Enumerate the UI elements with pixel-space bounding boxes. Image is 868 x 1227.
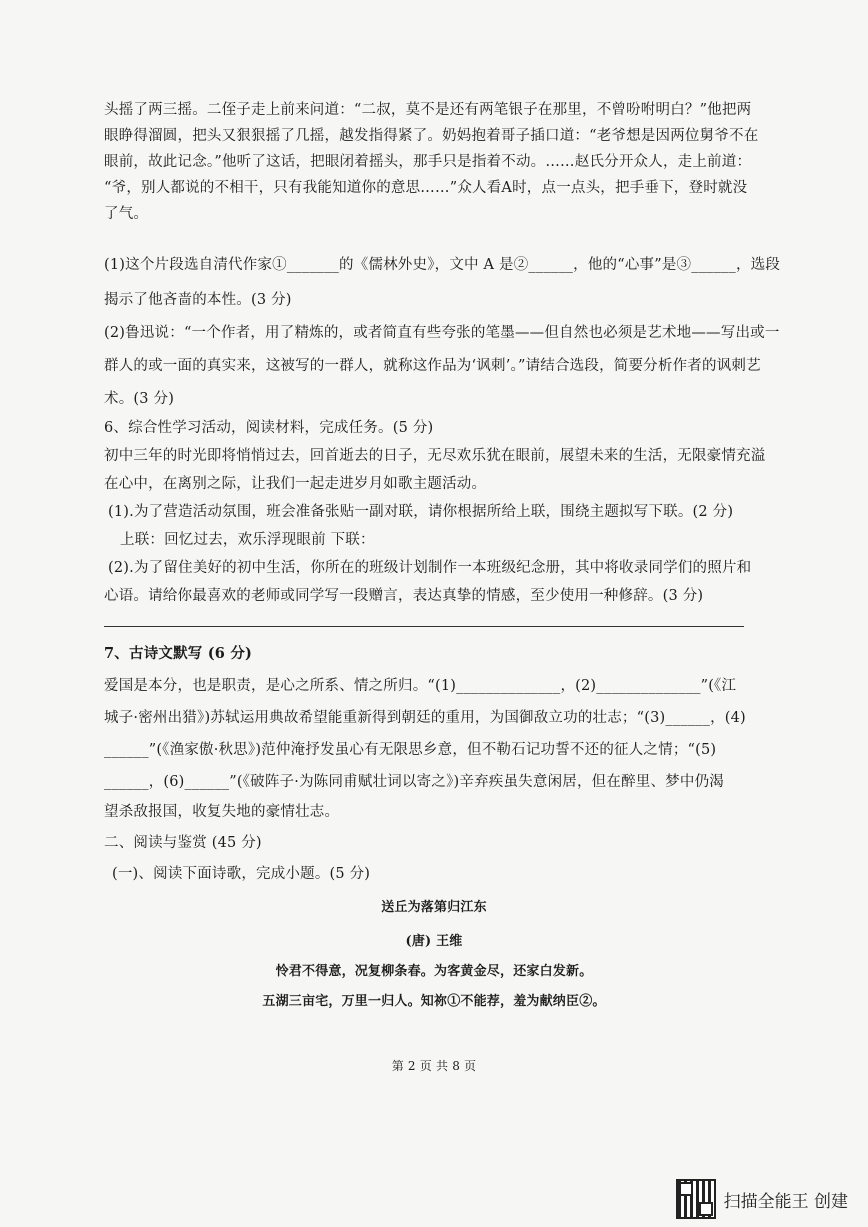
question-5-2-line-2: 群人的或一面的真实来，这被写的一群人，就称这作品为‘讽刺’。”请结合选段，简要分析作者的讽刺艺 <box>104 358 761 374</box>
question-5-2-line-1: (2)鲁迅说：“一个作者，用了精炼的，或者简直有些夸张的笔墨——但自然也必须是艺术地——写出或一 <box>104 325 780 341</box>
poem-author: (唐) 王维 <box>405 934 463 949</box>
passage-line-2: 眼睁得溜圆，把头又狠狠摇了几摇，越发指得紧了。奶妈抱着哥子插口道：“老爷想是因两位舅爷不在 <box>104 128 759 144</box>
watermark-text: 扫描全能王 创建 <box>723 1191 848 1212</box>
section-2-title: 二、阅读与鉴赏 (45 分) <box>104 835 262 851</box>
question-7-line-3: ______”(《渔家傲·秋思》)范仲淹抒发虽心有无限思乡意，但不勒石记功誓不还的征人之情；“(5) <box>104 742 717 758</box>
question-6-task-1: (1).为了营造活动氛围，班会准备张贴一副对联，请你根据所给上联，围绕主题拟写下联。(2 分) <box>108 504 734 520</box>
question-5-1-line-1: (1)这个片段选自清代作家①_______的《儒林外史》，文中 A 是②______，他的“心事”是③______，选段 <box>104 257 781 273</box>
couplet-line: 上联：回忆过去，欢乐浮现眼前 下联： <box>120 532 375 548</box>
section-2-subtitle: (一)、阅读下面诗歌，完成小题。(5 分) <box>112 866 371 882</box>
question-5-1-line-2: 揭示了他吝啬的本性。(3 分) <box>104 292 292 308</box>
question-6-task-2-line-2: 心语。请给你最喜欢的老师或同学写一段赠言，表达真挚的情感，至少使用一种修辞。(3 分) <box>104 588 704 604</box>
passage-line-3: 眼前，故此记念。”他听了这话，把眼闭着摇头，那手只是指着不动。……赵氏分开众人，走上前道： <box>104 154 752 170</box>
question-6-intro-1: 初中三年的时光即将悄悄过去，回首逝去的日子，无尽欢乐犹在眼前，展望未来的生活，无限豪情充溢 <box>104 448 766 464</box>
question-7-title: 7、古诗文默写 (6 分) <box>104 645 253 662</box>
question-6-title: 6、综合性学习活动，阅读材料，完成任务。(5 分) <box>104 420 434 436</box>
question-7-line-4: ______，(6)______”(《破阵子·为陈同甫赋壮词以寄之》)辛弃疾虽失意闲居，但在醉里、梦中仍渴 <box>104 774 724 790</box>
passage-line-5: 了气。 <box>104 206 149 222</box>
qr-code-icon <box>676 1179 716 1219</box>
question-7-line-2: 城子·密州出猎》)苏轼运用典故希望能重新得到朝廷的重用，为国御敌立功的壮志；“(3)______，(4) <box>104 710 746 726</box>
question-7-line-5: 望杀敌报国，收复失地的豪情壮志。 <box>104 804 340 820</box>
poem-line-1: 怜君不得意，况复柳条春。为客黄金尽，还家白发新。 <box>275 964 593 979</box>
answer-line[interactable] <box>104 626 744 627</box>
poem-title: 送丘为落第归江东 <box>381 900 487 915</box>
poem-line-2: 五湖三亩宅，万里一归人。知祢①不能荐，羞为献纳臣②。 <box>262 994 606 1009</box>
passage-line-1: 头摇了两三摇。二侄子走上前来问道：“二叔，莫不是还有两笔银子在那里，不曾吩咐明白？”他把两 <box>104 102 752 118</box>
question-6-task-2-line-1: (2).为了留住美好的初中生活，你所在的班级计划制作一本班级纪念册，其中将收录同学们的照片和 <box>108 560 752 576</box>
question-6-intro-2: 在心中，在离别之际，让我们一起走进岁月如歌主题活动。 <box>104 476 487 492</box>
scanner-watermark <box>676 1179 848 1219</box>
page-number: 第 2 页 共 8 页 <box>391 1059 477 1073</box>
question-5-2-line-3: 术。(3 分) <box>104 391 175 407</box>
passage-line-4: “爷，别人都说的不相干，只有我能知道你的意思……”众人看A时，点一点头，把手垂下，登时就没 <box>104 180 748 196</box>
question-7-line-1: 爱国是本分，也是职责，是心之所系、情之所归。“(1)______________，(2)______________”(《江 <box>104 678 737 694</box>
